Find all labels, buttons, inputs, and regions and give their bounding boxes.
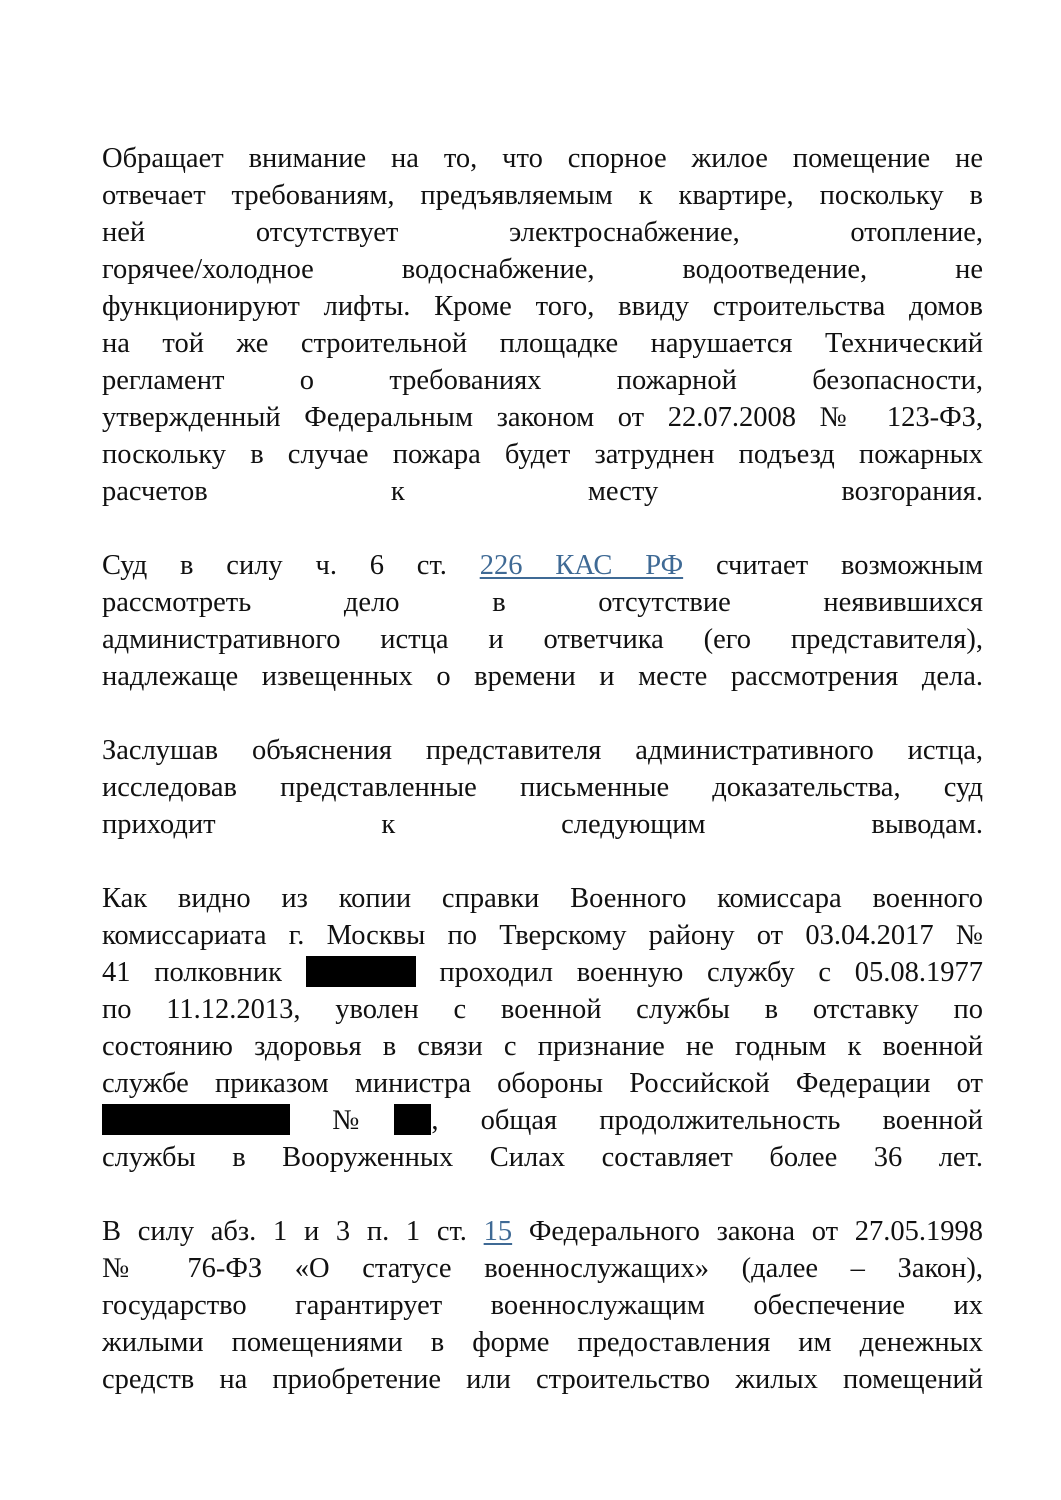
text: Федерального закона от 27.05.1998	[528, 1216, 983, 1247]
text-line: государство гарантирует военнослужащим обеспечение их	[102, 1290, 983, 1321]
redaction-box	[394, 1104, 431, 1135]
text-line: состоянию здоровья в связи с признание не годным к военной	[102, 1031, 983, 1062]
text-line: комиссариата г. Москвы по Тверскому району от 03.04.2017 №	[102, 920, 983, 951]
text-line: регламент о требованиях пожарной безопасности,	[102, 365, 983, 396]
text-line: Заслушав объяснения представителя административного истца,	[102, 735, 983, 766]
text: Суд в силу ч. 6 ст.	[102, 550, 447, 581]
text-line: по 11.12.2013, уволен с военной службы в отставку по	[102, 994, 983, 1025]
text: 41 полковник	[102, 957, 283, 988]
text-line: поскольку в случае пожара будет затруднен подъезд пожарных	[102, 439, 983, 470]
text-line: № 76-ФЗ «О статусе военнослужащих» (далее – Закон),	[102, 1253, 983, 1284]
article-15-link[interactable]: 15	[483, 1216, 513, 1247]
text: В силу абз. 1 и 3 п. 1 ст.	[102, 1216, 467, 1247]
text-line: службе приказом министра обороны Российской Федерации от	[102, 1068, 983, 1099]
text-line: службы в Вооруженных Силах составляет более 36 лет.	[102, 1142, 983, 1173]
text-line: отвечает требованиям, предъявляемым к квартире, поскольку в	[102, 180, 983, 211]
redaction-box	[102, 1104, 290, 1135]
text-line: горячее/холодное водоснабжение, водоотведение, не	[102, 254, 983, 285]
text-line: исследовав представленные письменные доказательства, суд	[102, 772, 983, 803]
text-line: средств на приобретение или строительство жилых помещений	[102, 1364, 983, 1395]
text-line: рассмотреть дело в отсутствие неявившихся	[102, 587, 983, 618]
text-line: функционируют лифты. Кроме того, ввиду строительства домов	[102, 291, 983, 322]
paragraph-4	[102, 880, 983, 1176]
paragraph-3	[102, 732, 983, 843]
text-line: расчетов к месту возгорания.	[102, 476, 983, 507]
text: , общая продолжительность военной	[431, 1105, 983, 1136]
text-line	[102, 547, 983, 584]
text-line: Обращает внимание на то, что спорное жилое помещение не	[102, 143, 983, 174]
text-line: приходит к следующим выводам.	[102, 809, 983, 840]
text-line: жилыми помещениями в форме предоставления им денежных	[102, 1327, 983, 1358]
paragraph-1	[102, 140, 983, 510]
text-line: Как видно из копии справки Военного комиссара военного	[102, 883, 983, 914]
text-line: утвержденный Федеральным законом от 22.07.2008 № 123-ФЗ,	[102, 402, 983, 433]
kas-226-link[interactable]: 226 КАС РФ	[479, 550, 684, 581]
text-line: на той же строительной площадке нарушается Технический	[102, 328, 983, 359]
text-line: надлежаще извещенных о времени и месте рассмотрения дела.	[102, 661, 983, 692]
document-page	[102, 140, 983, 1398]
text-line	[102, 1102, 983, 1139]
text: считает возможным	[715, 550, 983, 581]
paragraph-5	[102, 1213, 983, 1398]
text: №	[332, 1105, 395, 1136]
text-line	[102, 954, 983, 991]
redaction-box	[306, 956, 416, 987]
text-line: административного истца и ответчика (его представителя),	[102, 624, 983, 655]
text: проходил военную службу с 05.08.1977	[439, 957, 983, 988]
text-line	[102, 1213, 983, 1250]
text-line: ней отсутствует электроснабжение, отопление,	[102, 217, 983, 248]
paragraph-2	[102, 547, 983, 695]
